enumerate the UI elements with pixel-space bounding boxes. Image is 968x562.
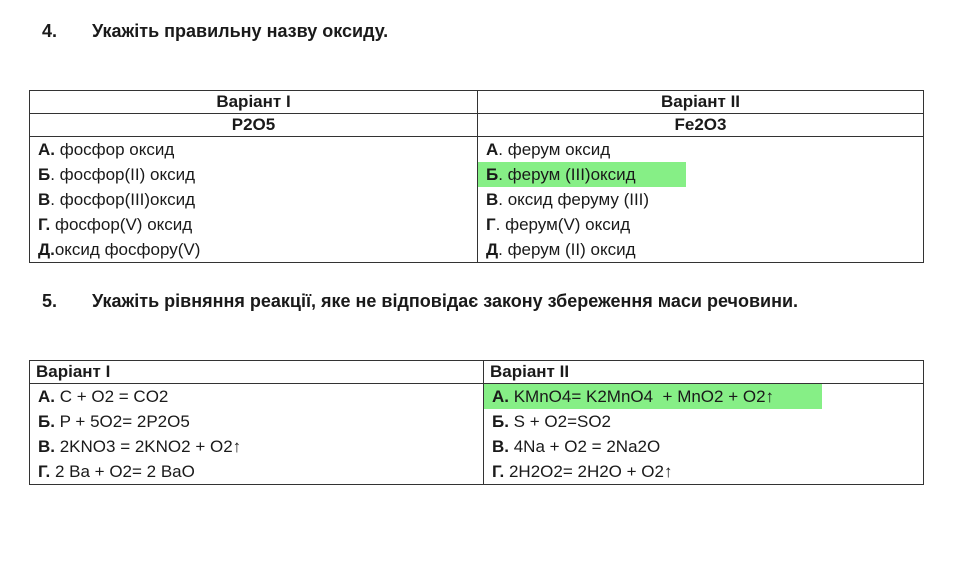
option-letter: Д (486, 240, 499, 259)
option-text: оксид фосфору(V) (54, 240, 201, 259)
list-item (30, 187, 477, 212)
option-letter: В (486, 190, 499, 209)
table5-variant2-header: Варіант ІІ (484, 361, 924, 384)
question-4-text: Укажіть правильну назву оксиду. (92, 21, 389, 41)
highlight-marker (478, 162, 686, 187)
option-letter: В. (492, 437, 509, 456)
table4-variant1-header: Варіант І (30, 91, 478, 114)
table-question-4 (29, 90, 924, 263)
option-text: . фосфор(ІІ) оксид (50, 165, 195, 184)
option-letter: Г. (492, 462, 505, 481)
option-letter: Г. (38, 215, 51, 234)
question-4-number: 4. (42, 21, 58, 41)
list-item (30, 212, 477, 237)
option-text: . ферум (ІІІ)оксид (498, 165, 636, 184)
option-letter: А (486, 140, 499, 159)
list-item (484, 459, 923, 484)
option-text: C + O2 = CO2 (55, 387, 169, 406)
option-text: 2 Ba + O2= 2 BaO (50, 462, 195, 481)
option-letter: Г (486, 215, 496, 234)
option-text: . ферум(V) оксид (495, 215, 631, 234)
option-text: P + 5O2= 2P2O5 (54, 412, 190, 431)
option-text: фосфор(V) оксид (50, 215, 193, 234)
table4-variant2-options (478, 137, 924, 263)
option-letter: Б (38, 165, 51, 184)
option-letter: Б. (492, 412, 509, 431)
list-item (30, 137, 477, 162)
option-letter: В (38, 190, 51, 209)
option-letter: А. (492, 387, 509, 406)
option-text: . оксид феруму (ІІІ) (498, 190, 650, 209)
table4-variant2-header: Варіант ІІ (478, 91, 924, 114)
list-item (478, 212, 923, 237)
option-text: S + O2=SO2 (508, 412, 612, 431)
option-letter: В. (38, 437, 55, 456)
option-text: фосфор оксид (55, 140, 175, 159)
table4-variant1-options (30, 137, 478, 263)
table5-variant1-options (30, 384, 484, 485)
list-item (484, 434, 923, 459)
option-text: 2H2O2= 2H2O + O2↑ (504, 462, 673, 481)
option-letter: А. (38, 387, 55, 406)
option-text: . ферум оксид (498, 140, 611, 159)
list-item (30, 409, 483, 434)
option-text: . фосфор(ІІІ)оксид (50, 190, 196, 209)
list-item (478, 137, 923, 162)
option-letter: Д. (38, 240, 55, 259)
list-item (478, 187, 923, 212)
table4-variant1-formula: P2O5 (30, 114, 478, 137)
option-letter: Б (486, 165, 499, 184)
table5-variant1-header: Варіант І (30, 361, 484, 384)
list-item-highlighted (478, 162, 923, 187)
question-5-text: Укажіть рівняння реакції, яке не відповідає закону збереження маси речовини. (92, 291, 799, 311)
option-text: KMnO4= K2MnO4 + MnO2 + O2↑ (509, 387, 775, 406)
option-letter: Г. (38, 462, 51, 481)
list-item (30, 384, 483, 409)
list-item (478, 237, 923, 262)
list-item (484, 409, 923, 434)
list-item (30, 162, 477, 187)
list-item-highlighted (484, 384, 923, 409)
option-letter: Б. (38, 412, 55, 431)
question-5-number: 5. (42, 291, 58, 311)
highlight-marker (484, 384, 822, 409)
list-item (30, 434, 483, 459)
list-item (30, 459, 483, 484)
option-text: 2KNO3 = 2KNO2 + O2↑ (55, 437, 242, 456)
list-item (30, 237, 477, 262)
question-4 (42, 21, 388, 42)
option-letter: А. (38, 140, 55, 159)
table5-variant2-options (484, 384, 924, 485)
option-text: . ферум (ІІ) оксид (498, 240, 636, 259)
table-question-5 (29, 360, 924, 485)
option-text: 4Na + O2 = 2Na2O (509, 437, 661, 456)
question-5 (42, 291, 798, 312)
table4-variant2-formula: Fe2O3 (478, 114, 924, 137)
